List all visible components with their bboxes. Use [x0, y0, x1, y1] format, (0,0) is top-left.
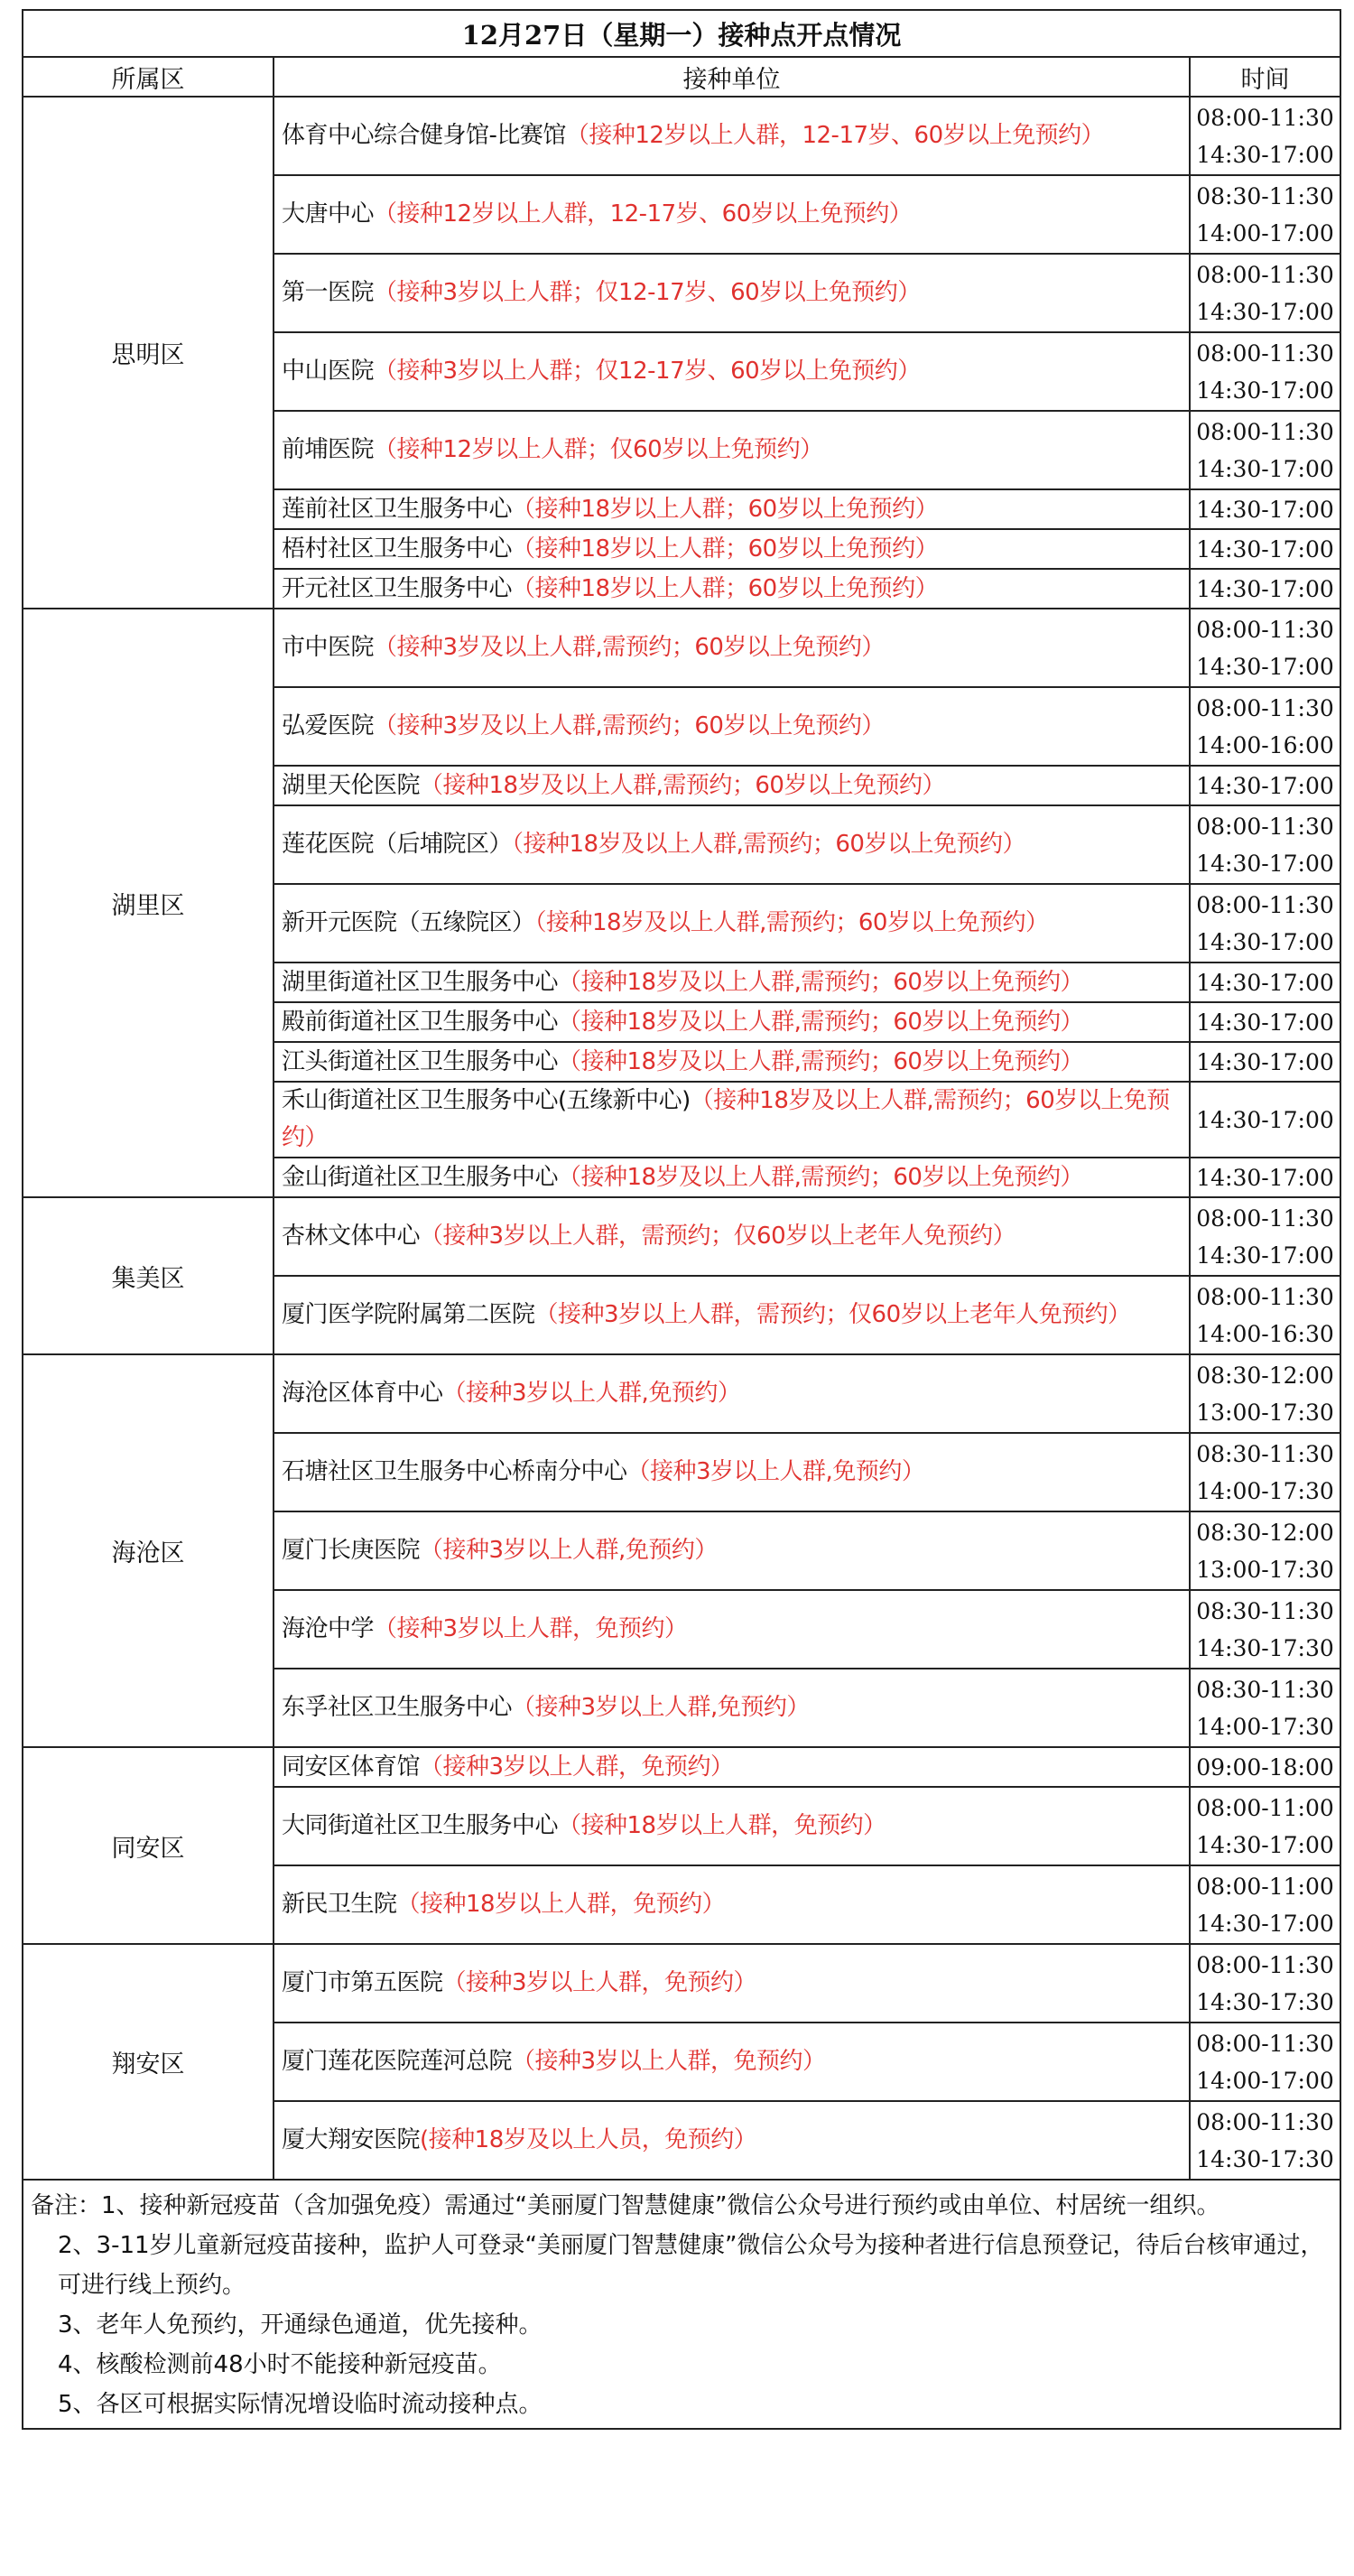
time-slot: 14:30-17:00	[1196, 141, 1334, 168]
time-cell	[1190, 1865, 1340, 1944]
time-slot: 08:00-11:30	[1196, 891, 1334, 918]
time-slot: 08:00-11:30	[1196, 418, 1334, 445]
time-slot: 08:00-11:00	[1196, 1794, 1334, 1821]
unit-note: （接种3岁以上人群,免预约）	[512, 1694, 810, 1721]
time-slot: 14:30-17:00	[1196, 377, 1334, 404]
time-cell	[1190, 884, 1340, 963]
unit-name: 金山街道社区卫生服务中心	[282, 1163, 559, 1191]
unit-name: 弘爱医院	[282, 712, 375, 739]
time-cell	[1190, 1590, 1340, 1669]
time-cell	[1190, 1747, 1340, 1787]
time-cell	[1190, 332, 1340, 411]
time-slot: 14:30-17:00	[1196, 1009, 1334, 1036]
unit-cell	[274, 175, 1190, 254]
unit-name: 同安区体育馆	[282, 1753, 421, 1781]
time-cell	[1190, 1354, 1340, 1433]
unit-name: 大唐中心	[282, 200, 375, 228]
time-slot: 08:30-11:30	[1196, 1440, 1334, 1467]
unit-name: 海沧区体育中心	[282, 1380, 443, 1407]
time-cell	[1190, 1197, 1340, 1276]
time-slot: 08:00-11:00	[1196, 1873, 1334, 1900]
unit-name: 海沧中学	[282, 1615, 375, 1642]
district-cell: 思明区	[23, 97, 274, 609]
time-slot: 13:00-17:30	[1196, 1399, 1334, 1426]
district-cell: 海沧区	[23, 1354, 274, 1747]
time-slot: 08:00-11:30	[1196, 1951, 1334, 1978]
unit-cell	[274, 687, 1190, 766]
table-row	[23, 1747, 1340, 1787]
column-header-district: 所属区	[23, 57, 274, 97]
unit-cell	[274, 805, 1190, 884]
unit-name: 开元社区卫生服务中心	[282, 574, 513, 602]
time-cell	[1190, 1669, 1340, 1747]
unit-note: （接种3岁以上人群；仅12-17岁、60岁以上免预约）	[374, 279, 921, 306]
time-slot: 14:30-17:00	[1196, 535, 1334, 563]
time-slot: 08:00-11:30	[1196, 616, 1334, 643]
vaccination-schedule-sheet	[22, 9, 1340, 2430]
unit-cell	[274, 1354, 1190, 1433]
unit-cell	[274, 1276, 1190, 1354]
table-row	[23, 609, 1340, 687]
unit-name: 大同街道社区卫生服务中心	[282, 1812, 559, 1839]
unit-name: 湖里天伦医院	[282, 771, 421, 799]
time-cell	[1190, 1511, 1340, 1590]
unit-cell	[274, 332, 1190, 411]
time-cell	[1190, 254, 1340, 332]
time-slot: 14:30-17:30	[1196, 1634, 1334, 1661]
remark-3: 3、老年人免预约，开通绿色通道，优先接种。	[58, 2311, 543, 2339]
unit-name: 杏林文体中心	[282, 1223, 421, 1250]
time-slot: 14:30-17:00	[1196, 496, 1334, 523]
district-cell: 湖里区	[23, 609, 274, 1197]
time-cell	[1190, 805, 1340, 884]
unit-note: (接种18岁及以上人员，免预约）	[420, 2126, 757, 2153]
time-slot: 14:30-17:00	[1196, 575, 1334, 602]
unit-cell	[274, 254, 1190, 332]
column-header-time: 时间	[1190, 57, 1340, 97]
unit-cell	[274, 1433, 1190, 1511]
time-slot: 08:30-11:30	[1196, 1597, 1334, 1624]
remark-1: 备注：1、接种新冠疫苗（含加强免疫）需通过“美丽厦门智慧健康”微信公众号进行预约或由单位、村居统一组织。	[31, 2192, 1220, 2219]
time-cell	[1190, 529, 1340, 569]
unit-cell	[274, 529, 1190, 569]
time-slot: 08:30-11:30	[1196, 1676, 1334, 1703]
time-cell	[1190, 1433, 1340, 1511]
unit-name: 莲前社区卫生服务中心	[282, 495, 513, 523]
unit-name: 厦门莲花医院莲河总院	[282, 2048, 513, 2075]
unit-name: 莲花医院（后埔院区）	[282, 831, 513, 858]
unit-name: 前埔医院	[282, 436, 375, 463]
unit-name: 中山医院	[282, 358, 375, 385]
unit-name: 新民卫生院	[282, 1891, 397, 1918]
unit-note: （接种3岁以上人群,免预约）	[420, 1537, 718, 1564]
unit-name: 第一医院	[282, 279, 375, 306]
time-slot: 08:00-11:30	[1196, 2108, 1334, 2135]
unit-name: 厦门市第五医院	[282, 1969, 443, 1996]
column-header-unit: 接种单位	[274, 57, 1190, 97]
unit-name: 东孚社区卫生服务中心	[282, 1694, 513, 1721]
district-cell: 同安区	[23, 1747, 274, 1944]
unit-name: 禾山街道社区卫生服务中心(五缘新中心)	[282, 1087, 691, 1114]
time-slot: 08:00-11:30	[1196, 694, 1334, 721]
time-slot: 08:00-11:30	[1196, 261, 1334, 288]
time-cell	[1190, 175, 1340, 254]
unit-cell	[274, 963, 1190, 1002]
table-row	[23, 1944, 1340, 2023]
unit-name: 新开元医院（五缘院区）	[282, 909, 535, 936]
unit-cell	[274, 2023, 1190, 2101]
unit-note: （接种18岁及以上人群,需预约；60岁以上免预约）	[534, 909, 1049, 936]
time-cell	[1190, 2101, 1340, 2180]
time-cell	[1190, 1787, 1340, 1865]
unit-cell	[274, 1590, 1190, 1669]
table-row	[23, 1197, 1340, 1276]
time-slot: 14:30-17:00	[1196, 298, 1334, 325]
time-cell	[1190, 963, 1340, 1002]
time-cell	[1190, 766, 1340, 805]
unit-name: 石塘社区卫生服务中心桥南分中心	[282, 1458, 627, 1485]
unit-note: （接种18岁以上人群；60岁以上免预约）	[512, 574, 939, 602]
unit-note: （接种12岁以上人群；仅60岁以上免预约）	[374, 436, 823, 463]
table-row	[23, 97, 1340, 175]
time-cell	[1190, 1042, 1340, 1082]
time-slot: 08:00-11:30	[1196, 104, 1334, 131]
time-slot: 14:30-17:00	[1196, 969, 1334, 996]
time-slot: 14:30-17:30	[1196, 2145, 1334, 2172]
unit-name: 殿前街道社区卫生服务中心	[282, 1008, 559, 1036]
unit-note: （接种3岁以上人群，免预约）	[442, 1969, 757, 1996]
time-cell	[1190, 1276, 1340, 1354]
unit-cell	[274, 489, 1190, 529]
unit-cell	[274, 609, 1190, 687]
unit-cell	[274, 1197, 1190, 1276]
unit-note: （接种18岁以上人群，免预约）	[558, 1812, 886, 1839]
unit-cell	[274, 97, 1190, 175]
time-cell	[1190, 1002, 1340, 1042]
time-slot: 14:30-17:00	[1196, 928, 1334, 955]
time-slot: 14:30-17:00	[1196, 850, 1334, 877]
time-cell	[1190, 1944, 1340, 2023]
schedule-body	[23, 97, 1340, 2180]
time-slot: 08:30-11:30	[1196, 182, 1334, 209]
time-slot: 14:30-17:00	[1196, 1242, 1334, 1269]
district-cell: 集美区	[23, 1197, 274, 1354]
unit-name: 厦门医学院附属第二医院	[282, 1301, 535, 1328]
page-title: 12月27日（星期一）接种点开点情况	[23, 10, 1340, 57]
unit-note: （接种12岁以上人群，12-17岁、60岁以上免预约）	[374, 200, 913, 228]
unit-cell	[274, 1158, 1190, 1197]
time-cell	[1190, 569, 1340, 609]
time-slot: 14:30-17:30	[1196, 1988, 1334, 2015]
time-slot: 08:00-11:30	[1196, 339, 1334, 367]
time-slot: 14:00-17:30	[1196, 1477, 1334, 1504]
unit-cell	[274, 1865, 1190, 1944]
time-slot: 14:00-17:00	[1196, 2067, 1334, 2094]
unit-cell	[274, 1747, 1190, 1787]
unit-name: 体育中心综合健身馆-比赛馆	[282, 122, 566, 149]
remark-5: 5、各区可根据实际情况增设临时流动接种点。	[58, 2391, 543, 2418]
unit-name: 江头街道社区卫生服务中心	[282, 1047, 559, 1075]
table-row	[23, 1354, 1340, 1433]
time-slot: 13:00-17:30	[1196, 1556, 1334, 1583]
unit-cell	[274, 1944, 1190, 2023]
time-cell	[1190, 687, 1340, 766]
unit-cell	[274, 1669, 1190, 1747]
unit-name: 厦门长庚医院	[282, 1537, 421, 1564]
unit-cell	[274, 1042, 1190, 1082]
unit-note: （接种18岁及以上人群,需预约；60岁以上免预约）	[420, 771, 945, 799]
unit-cell	[274, 411, 1190, 489]
unit-note: （接种18岁及以上人群,需预约；60岁以上免预约）	[512, 831, 1025, 858]
unit-note: （接种3岁及以上人群,需预约；60岁以上免预约）	[374, 634, 885, 661]
time-slot: 08:30-12:00	[1196, 1362, 1334, 1389]
time-slot: 14:00-16:00	[1196, 731, 1334, 758]
unit-note: （接种3岁以上人群，免预约）	[374, 1615, 688, 1642]
district-cell: 翔安区	[23, 1944, 274, 2180]
unit-cell	[274, 1511, 1190, 1590]
time-slot: 14:30-17:00	[1196, 1910, 1334, 1937]
remark-4: 4、核酸检测前48小时不能接种新冠疫苗。	[58, 2351, 502, 2378]
time-slot: 08:00-11:30	[1196, 813, 1334, 840]
time-slot: 14:30-17:00	[1196, 1106, 1334, 1133]
unit-cell	[274, 766, 1190, 805]
remark-2: 2、3-11岁儿童新冠疫苗接种，监护人可登录“美丽厦门智慧健康”微信公众号为接种者进行信息预登记，待后台核审通过，可进行线上预约。	[58, 2232, 1324, 2299]
unit-name: 厦大翔安医院	[282, 2126, 421, 2153]
time-cell	[1190, 1082, 1340, 1158]
unit-cell	[274, 1002, 1190, 1042]
unit-note: （接种18岁及以上人群,需预约；60岁以上免预约）	[558, 1047, 1083, 1075]
time-slot: 14:00-17:30	[1196, 1713, 1334, 1740]
unit-note: （接种3岁以上人群；仅12-17岁、60岁以上免预约）	[374, 358, 921, 385]
unit-note: （接种3岁以上人群，需预约；仅60岁以上老年人免预约）	[534, 1301, 1131, 1328]
unit-name: 湖里街道社区卫生服务中心	[282, 968, 559, 996]
unit-note: （接种12岁以上人群，12-17岁、60岁以上免预约）	[565, 122, 1105, 149]
time-slot: 14:00-17:00	[1196, 219, 1334, 246]
unit-note: （接种3岁及以上人群,需预约；60岁以上免预约）	[374, 712, 885, 739]
time-slot: 08:30-12:00	[1196, 1519, 1334, 1546]
unit-note: （接种18岁及以上人群,需预约；60岁以上免预约）	[558, 1008, 1083, 1036]
time-cell	[1190, 1158, 1340, 1197]
unit-note: （接种3岁以上人群，免预约）	[512, 2048, 826, 2075]
time-slot: 08:00-11:30	[1196, 1283, 1334, 1310]
unit-note: （接种18岁及以上人群,需预约；60岁以上免预约）	[558, 968, 1083, 996]
unit-cell	[274, 569, 1190, 609]
time-slot: 14:00-16:30	[1196, 1320, 1334, 1347]
time-cell	[1190, 2023, 1340, 2101]
unit-note: （接种18岁以上人群；60岁以上免预约）	[512, 495, 939, 523]
unit-cell	[274, 884, 1190, 963]
unit-note: （接种3岁以上人群,免预约）	[442, 1380, 741, 1407]
remarks-section	[23, 2180, 1340, 2429]
unit-name: 梧村社区卫生服务中心	[282, 535, 513, 563]
unit-note: （接种18岁及以上人群,需预约；60岁以上免预约）	[558, 1163, 1083, 1191]
time-slot: 14:30-17:00	[1196, 653, 1334, 680]
unit-cell	[274, 1787, 1190, 1865]
unit-note: （接种18岁及以上人群,需预约；60岁以上免预约）	[282, 1087, 1170, 1151]
unit-note: （接种3岁以上人群，需预约；仅60岁以上老年人免预约）	[420, 1223, 1016, 1250]
unit-cell	[274, 2101, 1190, 2180]
unit-note: （接种3岁以上人群,免预约）	[626, 1458, 925, 1485]
unit-note: （接种3岁以上人群，免预约）	[420, 1753, 734, 1781]
time-cell	[1190, 97, 1340, 175]
time-slot: 08:00-11:30	[1196, 2030, 1334, 2057]
time-cell	[1190, 489, 1340, 529]
time-slot: 08:00-11:30	[1196, 1204, 1334, 1232]
time-slot: 14:30-17:00	[1196, 772, 1334, 799]
unit-name: 市中医院	[282, 634, 375, 661]
unit-cell	[274, 1082, 1190, 1158]
time-cell	[1190, 609, 1340, 687]
time-cell	[1190, 411, 1340, 489]
time-slot: 14:30-17:00	[1196, 1048, 1334, 1075]
unit-note: （接种18岁以上人群，免预约）	[396, 1891, 726, 1918]
time-slot: 14:30-17:00	[1196, 455, 1334, 482]
schedule-table	[22, 9, 1341, 2430]
time-slot: 14:30-17:00	[1196, 1831, 1334, 1858]
time-slot: 09:00-18:00	[1196, 1753, 1334, 1781]
unit-note: （接种18岁以上人群；60岁以上免预约）	[512, 535, 939, 563]
time-slot: 14:30-17:00	[1196, 1164, 1334, 1191]
